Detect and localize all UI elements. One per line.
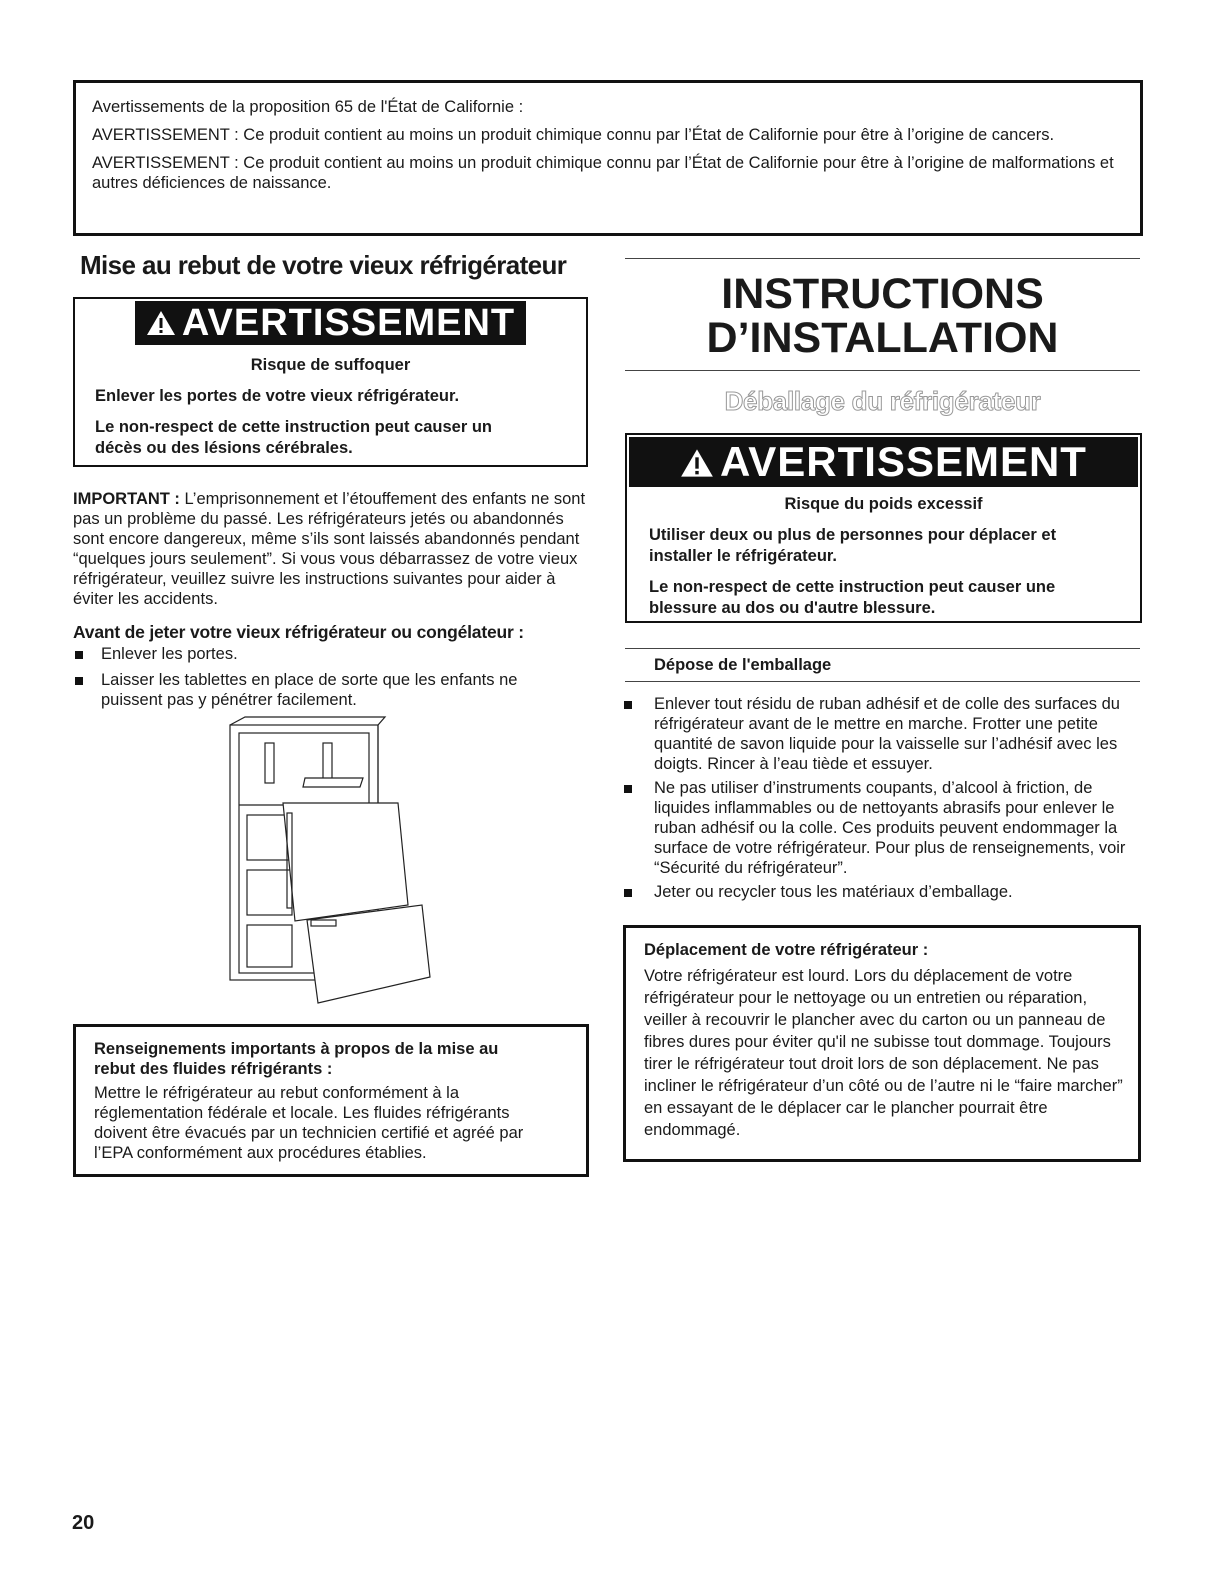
prop65-heading: Avertissements de la proposition 65 de l'État de Californie : [92, 98, 524, 116]
warning-triangle-icon [146, 303, 176, 347]
refrigerant-info-text: Mettre le réfrigérateur au rebut conformément à la réglementation fédérale et locale. Les fluides réfrigérants doivent être évacués par un technicien certifié et agréé par l’EPA conformément aux procédures établies. [94, 1084, 524, 1162]
refrigerant-info-title: Renseignements importants à propos de la mise au rebut des fluides réfrigérants : [94, 1040, 499, 1078]
divider [625, 648, 1140, 649]
refrigerant-info-box [73, 1024, 589, 1177]
warning-risk: Risque du poids excessif [784, 495, 983, 513]
warning-triangle-icon [680, 440, 714, 490]
important-paragraph [73, 489, 588, 609]
moving-info-text: Votre réfrigérateur est lourd. Lors du déplacement de votre réfrigérateur pour le nettoyage ou un entretien ou réparation, veiller à recouvrir le plancher avec du carton ou un panneau de fibres dures pour éviter qu'il ne subisse tout dommage. Toujours tirer le réfrigérateur tout droit lors de son déplacement. Ne pas incliner le réfrigérateur d’un côté ou de l’autre ni le “faire marcher” en essayant de le déplacer car le plancher pourrait être endommagé. [644, 967, 1123, 1139]
weight-warning-box [625, 433, 1142, 623]
list-item: Ne pas utiliser d’instruments coupants, d’alcool à friction, de liquides inflammables ou de nettoyants abrasifs pour enlever le ruban adhésif ou la colle. Ces produits peuvent endommager la surface de votre réfrigérateur. Pour plus de renseignements, voir “Sécurité du réfrigérateur”. [622, 778, 1142, 878]
divider [625, 681, 1140, 682]
packaging-bullets [622, 694, 1142, 902]
prop65-birth-defect-warning: AVERTISSEMENT : Ce produit contient au moins un produit chimique connu par l’État de Californie pour être à l’origine de malformations et autres déficiences de naissance. [92, 154, 1114, 192]
page-number: 20 [72, 1512, 95, 1534]
list-item: Laisser les tablettes en place de sorte que les enfants ne puissent pas y pénétrer facilement. [73, 670, 588, 710]
warning-consequence: Le non-respect de cette instruction peut causer un décès ou des lésions cérébrales. [95, 418, 492, 457]
packaging-removal-heading: Dépose de l'emballage [654, 656, 832, 674]
before-disposal-heading: Avant de jeter votre vieux réfrigérateur ou congélateur : [73, 622, 524, 642]
warning-banner [135, 301, 526, 345]
prop65-notice [73, 80, 1143, 236]
moving-info-title: Déplacement de votre réfrigérateur : [644, 941, 929, 959]
important-text: L’emprisonnement et l’étouffement des enfants ne sont pas un problème du passé. Les réfrigérateurs jetés ou abandonnés sont encore dangereux, même s’ils sont laissés abandonnés pendant “quelques jours seulement”. Si vous vous débarrassez de votre vieux réfrigérateur, veuillez suivre les instructions suivantes pour aider à éviter les accidents. [73, 490, 586, 608]
disposal-heading: Mise au rebut de votre vieux réfrigérateur [80, 250, 567, 280]
unpacking-section-heading: Déballage du réfrigérateur [724, 386, 1041, 416]
warning-consequence: Le non-respect de cette instruction peut causer une blessure au dos ou d'autre blessure. [649, 578, 1056, 617]
disposal-bullets [73, 644, 588, 710]
warning-risk: Risque de suffoquer [250, 356, 411, 374]
installation-title-line2: D’INSTALLATION [706, 314, 1059, 362]
warning-instruction: Enlever les portes de votre vieux réfrigérateur. [95, 387, 460, 405]
warning-banner-label: AVERTISSEMENT [181, 302, 516, 344]
list-item: Jeter ou recycler tous les matériaux d’emballage. [622, 882, 1142, 902]
list-item: Enlever les portes. [73, 644, 588, 664]
important-label: IMPORTANT : [73, 490, 180, 508]
warning-banner-label: AVERTISSEMENT [720, 438, 1087, 485]
warning-banner [629, 437, 1138, 487]
divider [625, 370, 1140, 371]
suffocation-warning-box [73, 297, 588, 467]
moving-info-box [623, 925, 1141, 1162]
installation-title [625, 272, 1140, 360]
divider [625, 258, 1140, 259]
list-item: Enlever tout résidu de ruban adhésif et de colle des surfaces du réfrigérateur avant de le mettre en marche. Frotter une petite quantité de savon liquide pour la vaisselle sur l’adhésif avec les doigts. Rincer à l’eau tiède et essuyer. [622, 694, 1142, 774]
prop65-cancer-warning: AVERTISSEMENT : Ce produit contient au moins un produit chimique connu par l’État de Californie pour être à l’origine de cancers. [92, 126, 1055, 144]
installation-title-line1: INSTRUCTIONS [721, 270, 1044, 318]
warning-instruction: Utiliser deux ou plus de personnes pour déplacer et installer le réfrigérateur. [649, 526, 1057, 565]
refrigerator-doors-removed-illustration [225, 715, 450, 1005]
